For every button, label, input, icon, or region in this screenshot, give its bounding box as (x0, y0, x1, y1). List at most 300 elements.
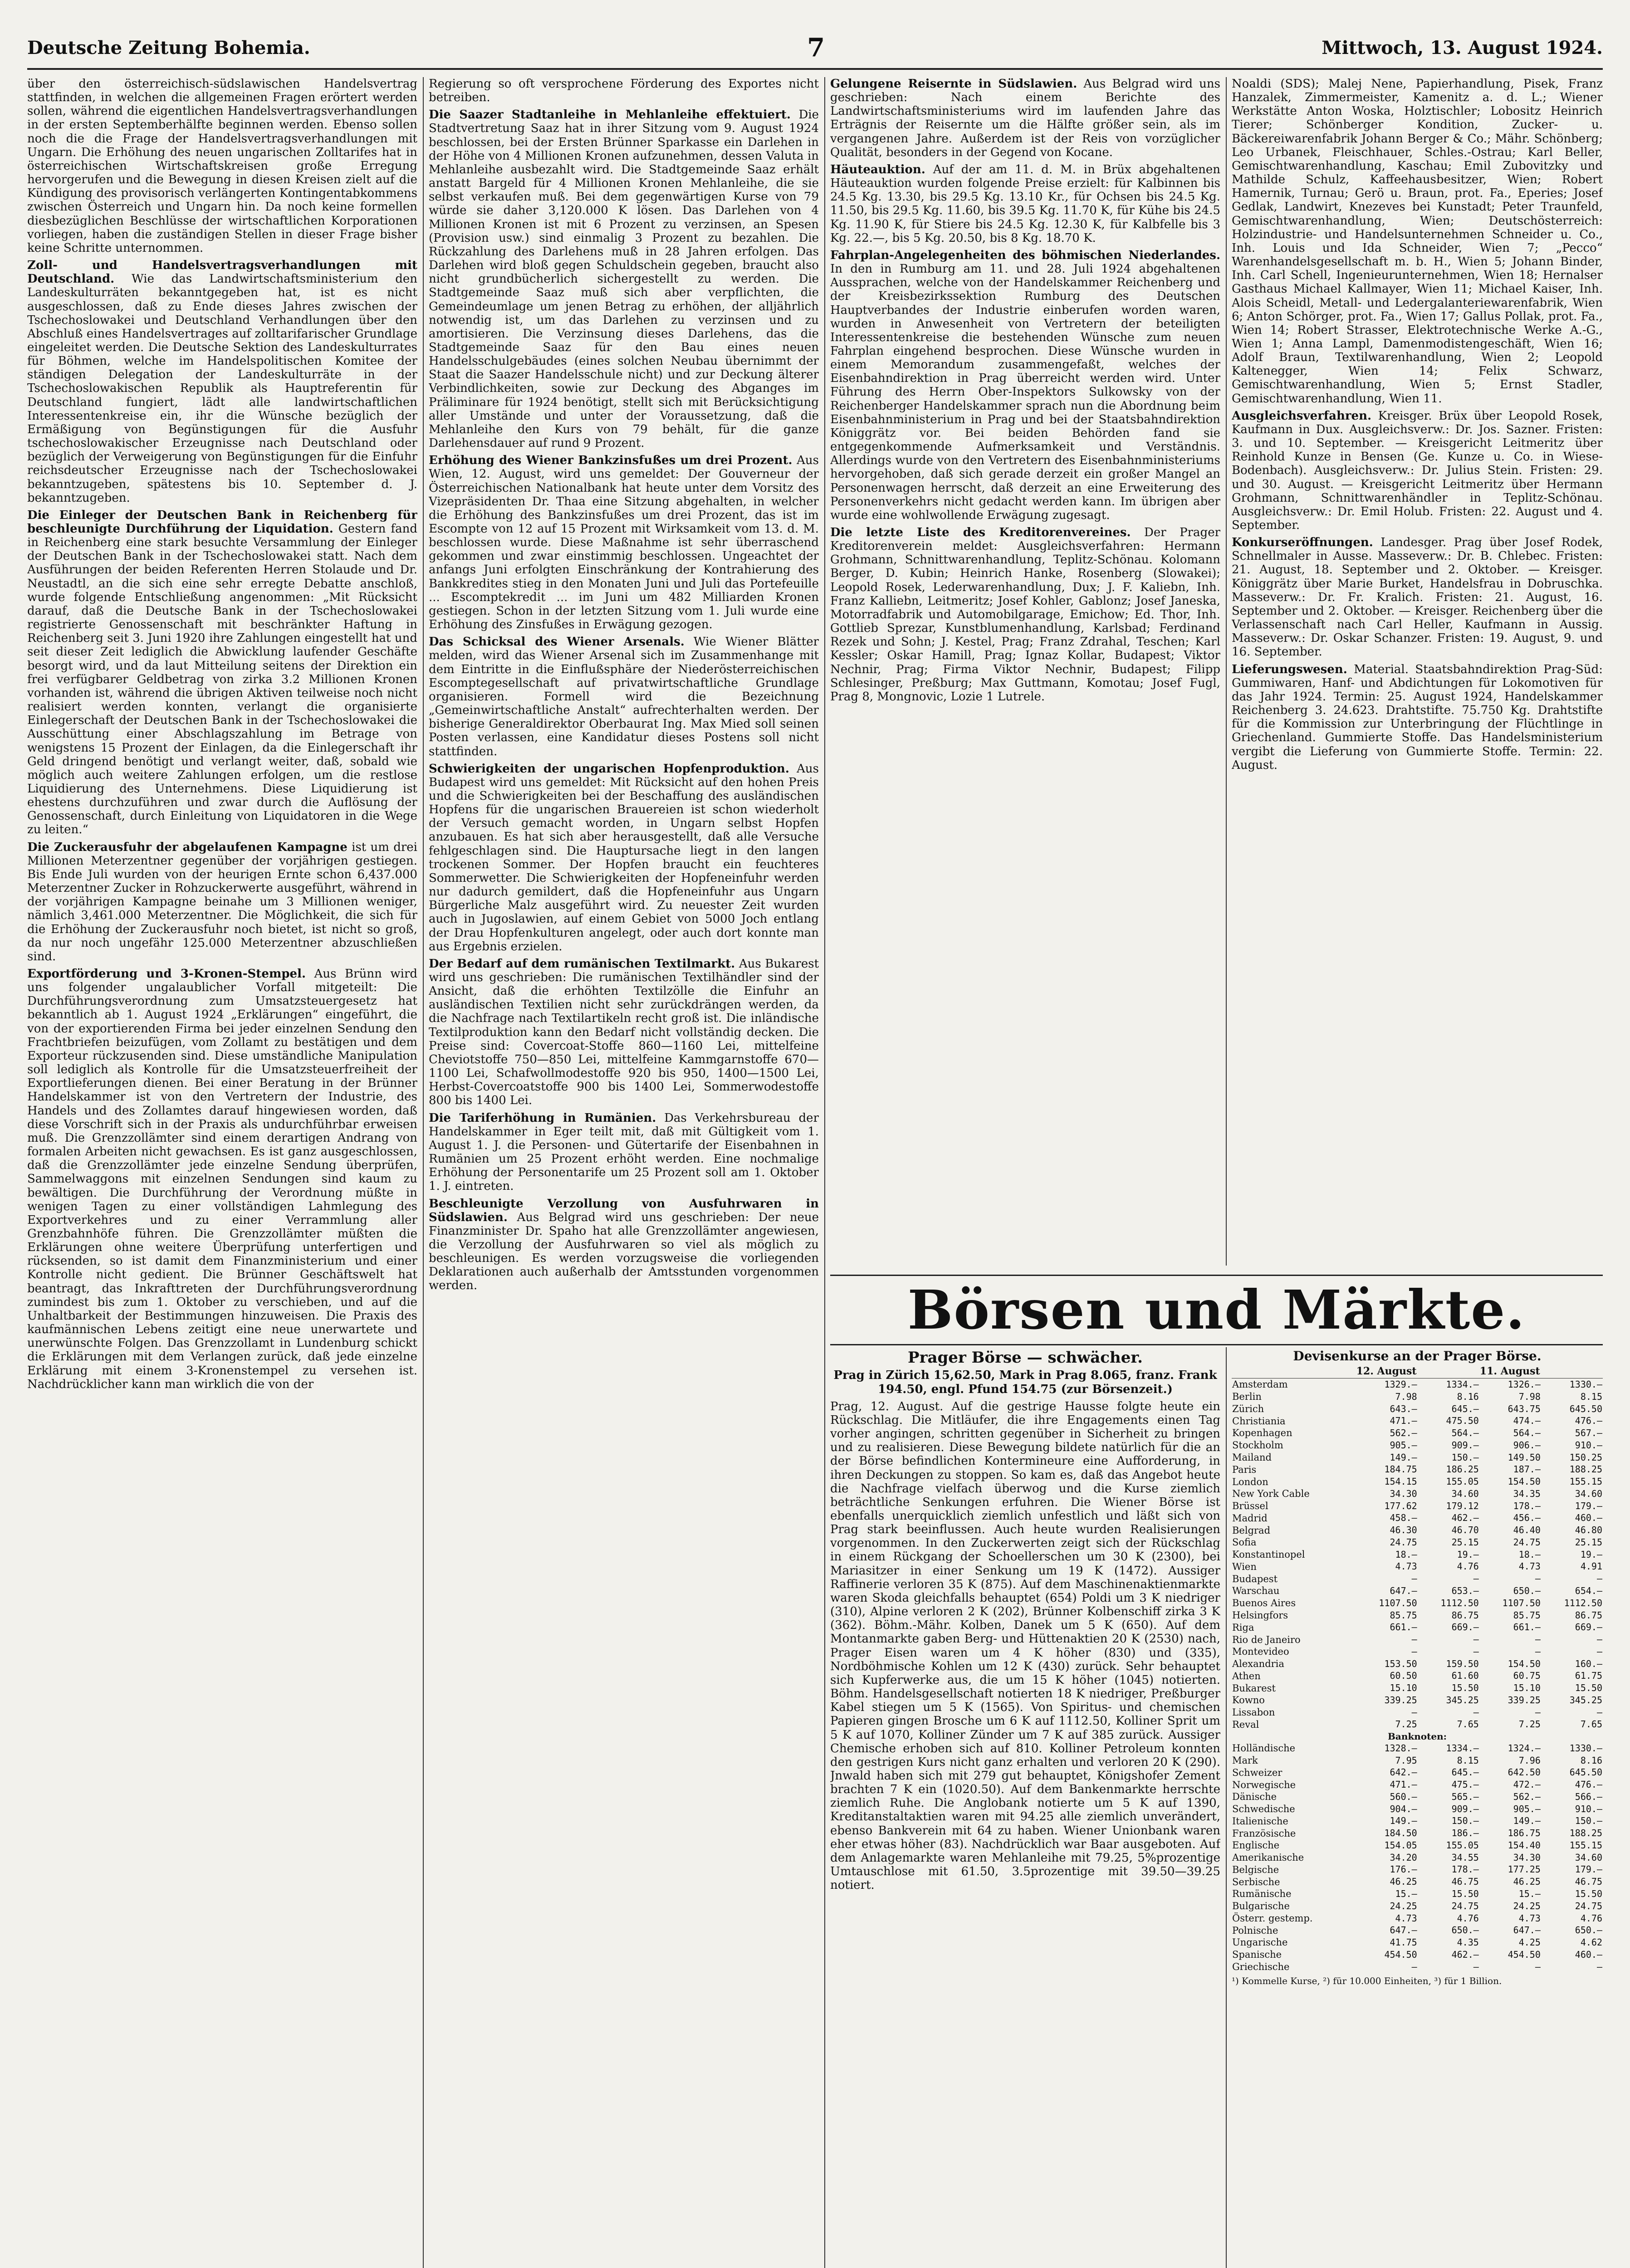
rate-value: 650.— (1513, 1585, 1541, 1597)
article (830, 249, 1220, 522)
rate-row (1232, 1815, 1603, 1828)
rate-value: 46.30 (1390, 1525, 1417, 1536)
article-headline: Zoll- und Handelsvertragsverhandlungen mit Deutschland. (27, 259, 417, 286)
issue-date: Mittwoch, 13. August 1924. (1322, 37, 1603, 59)
rate-value: 34.30 (1513, 1852, 1541, 1863)
currency-name: Französische (1232, 1828, 1296, 1839)
rate-row (1232, 1573, 1603, 1585)
rate-value: 565.— (1451, 1791, 1479, 1802)
rate-value: 906.— (1513, 1439, 1541, 1451)
article-headline: Erhöhung des Wiener Bankzinsfußes um drei Prozent. (429, 454, 793, 468)
rate-value: 155.05 (1446, 1839, 1479, 1851)
rate-row (1232, 1500, 1603, 1512)
rate-value: 177.62 (1384, 1500, 1417, 1511)
article (429, 77, 819, 104)
rate-row (1232, 1634, 1603, 1646)
rate-value: 7.25 (1518, 1719, 1541, 1730)
rate-value: 34.60 (1575, 1488, 1602, 1499)
currency-name: Italienische (1232, 1815, 1288, 1827)
column-3 (830, 77, 1220, 1266)
currency-name: Helsingfors (1232, 1609, 1288, 1621)
article (429, 635, 819, 758)
article (429, 454, 819, 631)
rate-row (1232, 1839, 1603, 1852)
rate-row (1232, 1682, 1603, 1695)
rate-value: 345.25 (1569, 1694, 1602, 1706)
rate-value: 560.— (1390, 1791, 1417, 1802)
rate-value: — (1473, 1573, 1479, 1584)
currency-name: Wien (1232, 1561, 1257, 1572)
rate-value: 46.75 (1451, 1876, 1479, 1887)
currency-name: Griechische (1232, 1961, 1290, 1972)
article-body: Regierung so oft versprochene Förderung des Exportes nicht betreiben. (429, 77, 819, 105)
fx-header (1232, 1365, 1356, 1378)
prague-exchange-title: Prager Börse — schwächer. (908, 1349, 1143, 1367)
rate-row (1232, 1391, 1603, 1403)
currency-name: Amsterdam (1232, 1379, 1288, 1390)
article (1232, 409, 1603, 532)
rate-value: 650.— (1451, 1925, 1479, 1936)
rate-row (1232, 1525, 1603, 1537)
article-body: Kreisger. Brüx über Leopold Rosek, Kaufmann in Dux. Ausgleichsverw.: Dr. Jos. Sazner. Fristen: 3. und 10. September. — Kreisgericht Leitmeritz über Reinhold Kunze in Bensen (Ge. Kunze u. Co. in Wiese-Bodenbach). Ausgleichsverw.: Dr. Julius Stein. Fristen: 29. und 30. August. — Kreisgericht Leitmeritz über Hermann Grohmann, Schnittwarenhändler in Teplitz-Schönau. Ausgleichsverw.: Dr. Emil Holub. Fristen: 22. August und 4. September. (1232, 409, 1603, 532)
rate-value: 19.— (1457, 1549, 1479, 1560)
column-rule (1226, 1347, 1227, 2268)
rate-value: 188.25 (1569, 1464, 1602, 1475)
rate-value: 4.73 (1518, 1912, 1541, 1924)
rate-value: 86.75 (1451, 1609, 1479, 1621)
rate-value: 909.— (1451, 1803, 1479, 1814)
currency-name: Belgrad (1232, 1525, 1271, 1536)
rate-value: 24.75 (1451, 1900, 1479, 1911)
currency-name: Polnische (1232, 1925, 1278, 1936)
rate-value: 154.50 (1508, 1476, 1541, 1487)
rate-row (1232, 1791, 1603, 1803)
rate-value: 462.— (1451, 1512, 1479, 1524)
currency-name: Rumänische (1232, 1888, 1292, 1900)
article-headline: Der Bedarf auf dem rumänischen Textilmarkt. (429, 957, 735, 971)
rate-value: 186.25 (1446, 1464, 1479, 1475)
rate-value: 653.— (1451, 1585, 1479, 1597)
rate-row (1232, 1439, 1603, 1452)
rate-value: 179.— (1575, 1500, 1602, 1511)
rate-row (1232, 1403, 1603, 1415)
rate-value: 150.— (1575, 1815, 1602, 1827)
rate-row (1232, 1936, 1603, 1949)
newspaper-page (27, 27, 1603, 2268)
article-body: Die Stadtvertretung Saaz hat in ihrer Sitzung vom 9. August 1924 beschlossen, bei der Ersten Brünner Sparkasse ein Darlehen in der Höhe von 4 Millionen Kronen aufzunehmen, dessen Valuta in Mehlanleihe ausbezahlt wird. Die Stadtgemeinde Saaz erhält anstatt Bargeld für 4 Millionen Kronen Mehlanleihe, die sie selbst verkaufen muß. Bei dem gegenwärtigen Kurse von 79 würde sie daher 3,120.000 K lösen. Das Darlehen von 4 Millionen Kronen ist mit 6 Prozent zu verzinsen, an Spesen (Provision usw.) sind einmalig 3 Prozent zu bezahlen. Die Rückzahlung des Darlehens muß in 28 Jahren erfolgen. Das Darlehen wird bloß gegen Schuldschein gegeben, braucht also nicht grundbücherlich sichergestellt zu werden. Die Stadtgemeinde Saaz muß sich aber verpflichten, die Gemeindeumlage um jenen Betrag zu erhöhen, der alljährlich notwendig ist, um das Darlehen zu verzinsen und zu amortisieren. Die Verzinsung dieses Darlehens, das die Stadtgemeinde Saaz für den Bau eines neuen Handelsschulgebäudes (eines solchen Neubau übernimmt der Staat die Saazer Handelsschule nicht) und zur Deckung älterer Verbindlichkeiten, sowie zur Deckung des Abganges im Präliminare für 1924 benötigt, stellt sich mit Berücksichtigung aller Umstände und unter der Voraussetzung, daß die Mehlanleihe den Kurs von 79 behält, für die ganze Darlehensdauer auf rund 9 Prozent. (429, 108, 819, 450)
rate-value: — (1596, 1706, 1602, 1718)
currency-name: Bulgarische (1232, 1901, 1290, 1912)
rate-value: 150.25 (1569, 1452, 1602, 1463)
rate-value: 34.60 (1575, 1852, 1602, 1863)
currency-name: Paris (1232, 1464, 1257, 1475)
rate-value: 909.— (1451, 1439, 1479, 1451)
rate-value: 154.50 (1508, 1658, 1541, 1669)
rate-value: 7.65 (1457, 1719, 1479, 1730)
rate-row (1232, 1561, 1603, 1573)
rate-value: 186.75 (1508, 1828, 1541, 1839)
rate-row (1232, 1427, 1603, 1439)
rate-value: 18.— (1518, 1549, 1541, 1560)
rate-value: 34.60 (1451, 1488, 1479, 1499)
currency-name: Dänische (1232, 1791, 1277, 1803)
rate-value: 562.— (1513, 1791, 1541, 1802)
fx-table (1232, 1365, 1603, 1973)
rate-value: 184.50 (1384, 1828, 1417, 1839)
rate-row (1232, 1585, 1603, 1597)
rate-value: 472.— (1513, 1779, 1541, 1790)
currency-name: Englische (1232, 1840, 1280, 1851)
article-headline: Häuteauktion. (830, 162, 925, 176)
rate-value: 19.— (1580, 1549, 1602, 1560)
article-body: Landesger. Prag über Josef Rodek, Schnellmaler in Ausse. Masseverw.: Dr. B. Chlebec. Fristen: 21. August, 18. September und 2. Oktober. — Kreisger. Königgrätz über Marie Burket, Handelsfrau in Dobruschka. Masseverw.: Dr. Fr. Kralich. Fristen: 21. August, 16. September und 2. Oktober. — Kreisger. Reichenberg über die Verlassenschaft nach Carl Heller, Kaufmann in Aussig. Masseverw.: Dr. Oskar Schanzer. Fristen: 19. August, 9. und 16. September. (1232, 536, 1603, 659)
article (1232, 663, 1603, 772)
article-headline: Das Schicksal des Wiener Arsenals. (429, 635, 685, 649)
page-number: 7 (807, 33, 825, 63)
rate-value: 154.15 (1384, 1476, 1417, 1487)
rate-value: 15.— (1395, 1888, 1417, 1899)
rate-value: 567.— (1575, 1427, 1602, 1439)
rate-value: 178.— (1451, 1864, 1479, 1875)
currency-name: Konstantinopel (1232, 1549, 1305, 1560)
rate-value: 647.— (1390, 1925, 1417, 1936)
article (429, 957, 819, 1108)
currency-name: Athen (1232, 1670, 1261, 1681)
article-headline: Fahrplan-Angelegenheiten des böhmischen Niederlandes. (830, 248, 1220, 262)
fx-rates-column (1232, 1347, 1603, 2268)
rate-value: 339.25 (1508, 1694, 1541, 1706)
rate-value: — (1596, 1961, 1602, 1972)
article-body: über den österreichisch-südslawischen Handelsvertrag stattfinden, in welchen die allgemeinen Fragen erörtert werden sollen, während die eigentlichen Handelsvertragsverhandlungen in der ersten Septemberhälfte beginnen werden. Ebenso sollen noch die die Frage der Handelsvertragsverhandlungen mit Ungarn. Die Erhöhung des neuen ungarischen Zolltarifes hat in österreichischen Wirtschaftskreisen große Erregung hervorgerufen und die Bewegung in diesen Kreisen zielt auf die Kündigung des provisorisch verlängerten Kontingentabkommens zwischen Österreich und Ungarn hin. Da noch keine formellen diesbezüglichen Beschlüsse der wirtschaftlichen Korporationen vorliegen, haben die zuständigen Stellen in dieser Frage bisher keine Schritte unternommen. (27, 77, 417, 255)
rate-value: 1330.— (1569, 1742, 1602, 1754)
column-rule (423, 77, 424, 2268)
currency-name: Österr. gestemp. (1232, 1912, 1313, 1924)
currency-name: Sofia (1232, 1537, 1257, 1548)
rate-row (1232, 1803, 1603, 1815)
currency-name: Kopenhagen (1232, 1427, 1292, 1439)
notes-title: Banknoten: (1387, 1730, 1447, 1742)
rate-value: 160.— (1575, 1658, 1602, 1669)
currency-name: Madrid (1232, 1512, 1268, 1524)
article (27, 841, 417, 963)
rate-value: 456.— (1513, 1512, 1541, 1524)
rate-value: 905.— (1513, 1803, 1541, 1814)
article-body: ist um drei Millionen Meterzentner gegenüber der vorjährigen gestiegen. Bis Ende Juli wurden von der heurigen Ernte schon 6,437.000 Meterzentner Zucker in Rohzuckerwerte ausgeführt, während in der vorjährigen Kampagne beinahe um 3 Millionen weniger, nämlich 3,461.000 Meterzentner. Die Möglichkeit, die sich für die Erhöhung der Zuckerausfuhr noch bietet, ist nicht so groß, da nur noch ungefähr 125.000 Meterzentner abzuschließen sind. (27, 840, 417, 963)
rate-value: — (1535, 1706, 1541, 1718)
rate-row (1232, 1912, 1603, 1925)
column-2 (429, 77, 819, 2268)
article-headline: Schwierigkeiten der ungarischen Hopfenproduktion. (429, 762, 789, 776)
article-body: In den in Rumburg am 11. und 28. Juli 1924 abgehaltenen Aussprachen, welche von der Handelskammer Reichenberg und der Kreisbezirkssektion Rumburg des Deutschen Hauptverbandes der Industrie einberufen worden waren, wurden in Anwesenheit von Vertretern der beteiligten Interessentenkreise die bestehenden Wünsche zum neuen Fahrplan eingehend besprochen. Diese Wünsche wurden in einem Memorandum zusammengefaßt, welches der Eisenbahndirektion in Prag überreicht werden wird. Unter Führung des Herrn Ober-Inspektors Sulkowsky von der Reichenberger Handelskammer sprach nun die Abordnung beim Eisenbahnministerium in Prag und bei der Staatsbahndirektion Königgrätz vor. Bei beiden Behörden fand sie entgegenkommende Aufmerksamkeit und Verständnis. Allerdings wurde von den Vertretern des Eisenbahnministeriums hervorgehoben, daß sich gerade derzeit ein großer Mangel an Personenwagen herrscht, daß derzeit an eine Erweiterung des Personenverkehrs nicht gedacht werden kann. Im übrigen aber wurde eine wohlwollende Erwägung zugesagt. (830, 262, 1220, 522)
rate-value: 562.— (1390, 1427, 1417, 1439)
rate-row (1232, 1900, 1603, 1912)
rate-value: 176.— (1390, 1864, 1417, 1875)
rate-row (1232, 1452, 1603, 1464)
article-headline: Die Saazer Stadtanleihe in Mehlanleihe effektuiert. (429, 108, 791, 122)
rate-row (1232, 1536, 1603, 1549)
rate-value: — (1535, 1634, 1541, 1645)
rate-value: — (1473, 1961, 1479, 1972)
rate-value: 25.15 (1575, 1536, 1602, 1548)
article (27, 508, 417, 837)
rate-row (1232, 1476, 1603, 1488)
rate-value: 61.60 (1451, 1670, 1479, 1681)
article (27, 77, 417, 255)
rate-value: — (1596, 1573, 1602, 1584)
rate-value: — (1535, 1961, 1541, 1972)
rate-value: 15.50 (1575, 1888, 1602, 1899)
rate-value: — (1411, 1706, 1417, 1718)
rate-value: 642.50 (1508, 1767, 1541, 1778)
currency-name: Brüssel (1232, 1501, 1268, 1512)
rate-value: 1329.— (1384, 1379, 1417, 1390)
rate-value: 187.— (1513, 1464, 1541, 1475)
article-body: Aus Belgrad wird uns geschrieben: Nach einem Berichte des Landwirtschaftsministeriums wird im laufenden Jahre das Erträgnis der Reisernte um die Hälfte größer sein, als im vergangenen Jahre. Außerdem ist der Reis von vorzüglicher Qualität, besonders in der Gegend von Kocane. (830, 77, 1220, 159)
rate-value: 85.75 (1513, 1609, 1541, 1621)
rate-value: 4.35 (1457, 1937, 1479, 1948)
rate-value: 458.— (1390, 1512, 1417, 1524)
rate-value: 46.75 (1575, 1876, 1602, 1887)
rate-value: 4.76 (1457, 1561, 1479, 1572)
rate-value: 149.— (1513, 1815, 1541, 1827)
rate-row (1232, 1378, 1603, 1391)
rate-value: 149.50 (1508, 1452, 1541, 1463)
rate-value: — (1473, 1646, 1479, 1657)
rate-value: 460.— (1575, 1949, 1602, 1960)
rate-value: 650.— (1575, 1925, 1602, 1936)
rate-value: 645.— (1451, 1403, 1479, 1414)
article (429, 108, 819, 450)
rate-value: 24.25 (1513, 1900, 1541, 1911)
rate-value: 85.75 (1390, 1609, 1417, 1621)
article-body: Aus Brünn wird uns folgender ungalaublicher Vorfall mitgeteilt: Die Durchführungsverordnung zum Umsatzsteuergesetz hat bekanntlich ab 1. August 1924 „Erklärungen“ eingeführt, die von der exportierenden Firma bei jeder einzelnen Sendung den Frachtbriefen beizufügen, vom Zollamt zu bestätigen und dem Exporteur rückzusenden sind. Diese umständliche Manipulation soll lediglich als Kontrolle für die Umsatzsteuerfreiheit der Exportlieferungen dienen. Bei einer Beratung in der Brünner Handelskammer ist von den Vertretern der Industrie, des Handels und des Zollamtes darauf hingewiesen worden, daß diese Vorschrift sich in der Praxis als undurchführbar erweisen muß. Die Grenzzollämter sind einem derartigen Andrang von formalen Arbeiten nicht gewachsen. Es ist ganz ausgeschlossen, daß die Grenzzollämter jede einzelne Sendung überprüfen, Sammelwaggons mit einzelnen Sendungen sind kaum zu bewältigen. Die Durchführung der Verordnung müßte in wenigen Tagen zu einer vollständigen Lahmlegung des Exportverkehres und zu einer Verrammlung aller Grenzbahnhöfe führen. Die Grenzzollämter müßten die Erklärungen ohne weitere Überprüfung unterfertigen und rücksenden, so ist damit dem Finanzministerium und einer Kontrolle nicht gedient. Die Brünner Geschäftswelt hat beantragt, das Inkrafttreten der Durchführungsverordnung zumindest bis zum 1. Oktober zu verschieben, und auf die Unhaltbarkeit der Bestimmungen hinzuweisen. Die Praxis des kaufmännischen Lebens zeitigt eine neue unerwartete und unerwünschte Folgen. Das Grenzzollamt in Lundenburg schickt die Erklärungen mit dem Verlangen zurück, daß jede einzelne Erklärung mit einem 3-Kronenstempel zu versehen ist. Nachdrücklicher kann man wirklich die von der (27, 967, 417, 1391)
rate-row (1232, 1852, 1603, 1864)
article-body: Das Verkehrsbureau der Handelskammer in Eger teilt mit, daß mit Gültigkeit vom 1. August 1. J. die Personen- und Gütertarife der Eisenbahnen in Rumänien um 25 Prozent erhöht werden. Eine nochmalige Erhöhung der Personentarife um 25 Prozent soll am 1. Oktober 1. J. eintreten. (429, 1111, 819, 1193)
rate-row (1232, 1742, 1603, 1755)
rate-value: 60.50 (1390, 1670, 1417, 1681)
currency-name: Stockholm (1232, 1440, 1283, 1451)
fx-title: Devisenkurse an der Prager Börse. (1293, 1349, 1542, 1364)
currency-name: Rio de Janeiro (1232, 1634, 1301, 1645)
rate-value: 647.— (1390, 1585, 1417, 1597)
rate-value: — (1473, 1706, 1479, 1718)
article-headline: Beschleunigte Verzollung von Ausfuhrwaren in Südslawien. (429, 1197, 819, 1224)
currency-name: Holländische (1232, 1743, 1296, 1754)
rate-value: 188.25 (1569, 1828, 1602, 1839)
rate-value: — (1596, 1646, 1602, 1657)
rate-value: 454.50 (1508, 1949, 1541, 1960)
article-body: Der Prager Kreditorenverein meldet: Ausgleichsverfahren: Hermann Grohmann, Schnittwarenhandlung, Teplitz-Schönau. Kolomann Berger, D. Kubin; Heinrich Hanke, Rosenberg (Slowakei); Leopold Rosek, Lederwarenhandlung, Dux; J. F. Kaliebn, Inh. Franz Kalliebn, Leitmeritz; Josef Kohler, Gablonz; Josef Janeska, Motorradfabrik und Automobilgarage, Emichow; Ed. Thor, Inh. Gottlieb Sprezar, Kunstblumenhandlung, Karlsbad; Ferdinand Rezek und Sohn; J. Kestel, Prag; Franz Zdrahal, Teschen; Karl Kessler; Oskar Hamill, Prag; Ignaz Kollar, Budapest; Viktor Nechnir, Prag; Firma Viktor Nechnir, Budapest; Filipp Schlesinger, Preßburg; Max Guttmann, Komotau; Josef Fugl, Prag 8, Mongnovic, Lozie 1 Lutrele. (830, 526, 1220, 704)
fx-header-row (1232, 1365, 1603, 1378)
article-body: Auf der am 11. d. M. in Brüx abgehaltenen Häuteauktion wurden folgende Preise erzielt: für Kalbinnen bis 24.5 Kg. 13.30, bis 29.5 Kg. 13.10 Kr., für Ochsen bis 24.5 Kg. 11.50, bis 29.5 Kg. 11.60, bis 39.5 Kg. 11.70 K, für Kühe bis 24.5 Kg. 11.90 K, für Stiere bis 24.5 Kg. 12.30 K, für Kalbfelle bis 3 Kg. 22.—, bis 5 Kg. 20.50, bis 8 Kg. 18.70 K. (830, 162, 1220, 245)
markets-section (830, 1347, 1603, 2268)
article-body: Material. Staatsbahndirektion Prag-Süd: Gummiwaren, Hanf- und Abdichtungen für Lokomotiven für das Jahr 1924. Termin: 25. August 1924, Handelskammer Reichenberg 3. 24.623. Drahtstifte. 75.750 Kg. Drahtstifte für die Kommission zur Unterbringung der Flüchtlinge in Griechenland. Gummierte Stoffe. Das Handelsministerium vergibt die Lieferung von Gummierte Stoffe. Termin: 22. August. (1232, 662, 1603, 772)
rate-value: 60.75 (1513, 1670, 1541, 1681)
rate-row (1232, 1706, 1603, 1719)
rate-row (1232, 1658, 1603, 1670)
rate-value: 7.98 (1518, 1391, 1541, 1402)
column-4 (1232, 77, 1603, 1266)
rate-value: 150.— (1451, 1452, 1479, 1463)
column-1 (27, 77, 417, 2268)
rate-value: 462.— (1451, 1949, 1479, 1960)
rate-value: 1330.— (1569, 1379, 1602, 1390)
rate-value: 474.— (1513, 1415, 1541, 1427)
rate-value: 475.50 (1446, 1415, 1479, 1427)
rate-value: 1112.50 (1564, 1597, 1602, 1608)
article-body: Aus Belgrad wird uns geschrieben: Der neue Finanzminister Dr. Spaho hat alle Grenzzollämter angewiesen, die Verzollung der Ausfuhrwaren so viel als möglich zu beschleunigen. Es werden vorzugsweise die vorliegenden Deklarationen auch außerhalb der Amtsstunden vorgenommen werden. (429, 1210, 819, 1293)
currency-name: Belgische (1232, 1864, 1279, 1875)
currency-name: Amerikanische (1232, 1852, 1304, 1863)
rate-value: 7.65 (1580, 1719, 1602, 1730)
rate-row (1232, 1694, 1603, 1706)
rate-value: 4.73 (1395, 1912, 1417, 1924)
rate-row (1232, 1961, 1603, 1973)
rate-row (1232, 1719, 1603, 1731)
rate-row (1232, 1464, 1603, 1476)
rate-value: 1326.— (1508, 1379, 1541, 1390)
rate-value: 184.75 (1384, 1464, 1417, 1475)
rate-value: — (1535, 1646, 1541, 1657)
fx-footnote: ¹) Kommelle Kurse, ²) für 10.000 Einheiten, ³) für 1 Billion. (1232, 1975, 1502, 1986)
rate-value: 8.15 (1580, 1391, 1602, 1402)
rate-value: 7.98 (1395, 1391, 1417, 1402)
rate-value: 178.— (1513, 1500, 1541, 1511)
rate-value: 150.— (1451, 1815, 1479, 1827)
markets-banner: Börsen und Märkte. (830, 1275, 1603, 1345)
rate-value: 18.— (1395, 1549, 1417, 1560)
rate-value: 345.25 (1446, 1694, 1479, 1706)
rate-value: 154.05 (1384, 1839, 1417, 1851)
article-headline: Ausgleichsverfahren. (1232, 409, 1372, 423)
rate-row (1232, 1415, 1603, 1427)
article-headline: Die Einleger der Deutschen Bank in Reichenberg für beschleunigte Durchführung der Liquidation. (27, 508, 417, 536)
rate-value: 669.— (1451, 1622, 1479, 1633)
exchange-rates-line: Prag in Zürich 15,62.50, Mark in Prag 8.065, franz. Frank 194.50, engl. Pfund 154.75 (zur Börsenzeit.) (833, 1369, 1217, 1396)
rate-value: 179.— (1575, 1864, 1602, 1875)
rate-row (1232, 1888, 1603, 1900)
rate-value: 1334.— (1446, 1742, 1479, 1754)
rate-value: 46.40 (1513, 1525, 1541, 1536)
rate-value: 669.— (1575, 1622, 1602, 1633)
article-body: Aus Budapest wird uns gemeldet: Mit Rücksicht auf den hohen Preis und die Schwierigkeiten bei der Beschaffung des ausländischen Hopfens für die ungarischen Brauereien ist schon wiederholt der Versuch gemacht worden, in Ungarn selbst Hopfen anzubauen. Es hat sich aber herausgestellt, daß alle Versuche fehlgeschlagen sind. Die Hauptursache liegt in den langen trockenen Sommer. Der Hopfen braucht ein feuchteres Sommerwetter. Die Schwierigkeiten der Hopfeneinfuhr werden nur dadurch gemildert, daß die Hopfeneinfuhr aus Ungarn Bürgerliche Malz ausgeführt wird. Zu neuester Zeit wurden auch in Jugoslawien, auf einem Gebiet von 5000 Joch entlang der Drau Hopfenkulturen angelegt, oder auch dort konnte man aus Ergebnis erzielen. (429, 762, 819, 953)
currency-name: Warschau (1232, 1585, 1280, 1597)
rate-value: 7.96 (1518, 1755, 1541, 1766)
rate-row (1232, 1597, 1603, 1609)
currency-name: Riga (1232, 1622, 1254, 1633)
currency-name: Mailand (1232, 1452, 1272, 1463)
rate-value: 15.10 (1513, 1682, 1541, 1694)
rate-value: 905.— (1390, 1439, 1417, 1451)
currency-name: Berlin (1232, 1391, 1262, 1403)
rate-value: 647.— (1513, 1925, 1541, 1936)
rate-value: 4.76 (1580, 1912, 1602, 1924)
rate-row (1232, 1622, 1603, 1634)
paper-title: Deutsche Zeitung Bohemia. (27, 37, 310, 59)
rate-value: 4.62 (1580, 1937, 1602, 1948)
article-headline: Die letzte Liste des Kreditorenvereines. (830, 526, 1131, 539)
rate-value: 564.— (1451, 1427, 1479, 1439)
currency-name: Lissabon (1232, 1707, 1275, 1718)
rate-value: 476.— (1575, 1779, 1602, 1790)
article (830, 526, 1220, 704)
article (27, 967, 417, 1391)
columns (27, 77, 1603, 2268)
rate-value: 4.73 (1518, 1561, 1541, 1572)
currency-name: Zürich (1232, 1403, 1264, 1414)
rate-value: 34.55 (1451, 1852, 1479, 1863)
rate-value: 46.25 (1390, 1876, 1417, 1887)
article (429, 1197, 819, 1293)
currency-name: Spanische (1232, 1949, 1282, 1960)
rate-value: 661.— (1390, 1622, 1417, 1633)
rate-row (1232, 1864, 1603, 1876)
rate-value: 339.25 (1384, 1694, 1417, 1706)
article (1232, 536, 1603, 659)
rate-value: 645.50 (1569, 1767, 1602, 1778)
rate-row (1232, 1925, 1603, 1937)
article-headline: Konkurseröffnungen. (1232, 536, 1373, 550)
rate-value: 34.30 (1390, 1488, 1417, 1499)
rate-row (1232, 1828, 1603, 1840)
fx-header: 12. August (1356, 1365, 1479, 1378)
rate-value: 1107.50 (1502, 1597, 1541, 1608)
rate-value: 4.76 (1457, 1912, 1479, 1924)
currency-name: Schweizer (1232, 1767, 1282, 1778)
rate-value: 1112.50 (1440, 1597, 1479, 1608)
article-body: Noaldi (SDS); Malej Nene, Papierhandlung, Pisek, Franz Hanzalek, Zimmermeister, Kamenitz a. d. L.; Wiener Werkstätte Anton Woska, Holztischler; Lobositz Heinrich Tierer; Schönberger Kondition, Zucker- u. Bäckereiwarenfabrik Johann Berger & Co.; Mähr. Schönberg; Leo Urbanek, Fleischhauer, Schles.-Ostrau; Karl Beller, Gemischtwarenhandlung, Kaschau; Emil Zubovitzky und Mathilde Schulz, Kaffeehausbesitzer, Wien; Robert Hamernik, Turnau; Gerö u. Braun, prot. Fa., Eperies; Josef Gedlak, Landwirt, Knezeves bei Kunstadt; Peter Traunfeld, Gemischtwarenhandlung, Wien; Deutschösterreich: Holzindustrie- und Handelsunternehmen Schneider u. Co., Inh. Louis und Ida Schneider, Wien 7; „Pecco“ Warenhandelsgesellschaft m. b. H., Wien 5; Johann Binder, Inh. Carl Schell, Ingenieurunternehmen, Wien 18; Hernalser Gasthaus Michael Kallmayer, Wien 11; Michael Kaiser, Inh. Alois Scheidl, Metall- und Ledergalanteriewarenfabrik, Wien 6; Anton Schörger, prot. Fa., Wien 17; Gallus Pollak, prot. Fa., Wien 14; Robert Strasser, Elektrotechnische Werke A.-G., Wien 1; Anna Lampl, Damenmodistengeschäft, Wien 16; Adolf Braun, Textilwarenhandlung, Wien 2; Leopold Kaltenegger, Wien 14; Felix Schwarz, Gemischtwarenhandlung, Wien 5; Ernst Stadler, Gemischtwarenhandlung, Wien 11. (1232, 77, 1603, 406)
article-headline: Exportförderung und 3-Kronen-Stempel. (27, 967, 306, 981)
currency-name: Norwegische (1232, 1779, 1296, 1790)
rate-value: 1107.50 (1379, 1597, 1417, 1608)
rate-row (1232, 1755, 1603, 1767)
rate-value: 24.75 (1513, 1536, 1541, 1548)
article-headline: Die Zuckerausfuhr der abgelaufenen Kampagne (27, 840, 348, 854)
rate-value: 46.25 (1513, 1876, 1541, 1887)
rate-value: 460.— (1575, 1512, 1602, 1524)
article (830, 163, 1220, 245)
rate-value: 41.75 (1390, 1937, 1417, 1948)
currency-name: Ungarische (1232, 1937, 1288, 1948)
markets-report-column (830, 1347, 1220, 2268)
rate-value: 15.50 (1451, 1888, 1479, 1899)
rate-value: — (1535, 1573, 1541, 1584)
currency-name: Montevideo (1232, 1646, 1289, 1657)
fx-header: 11. August (1479, 1365, 1603, 1378)
rate-row (1232, 1767, 1603, 1779)
rate-value: 34.20 (1390, 1852, 1417, 1863)
currency-name: Christiania (1232, 1415, 1286, 1427)
rate-value: 46.70 (1451, 1525, 1479, 1536)
rate-value: 7.95 (1395, 1755, 1417, 1766)
rate-value: 454.50 (1384, 1949, 1417, 1960)
article-body: Wie das Landwirtschaftsministerium den Landeskulturräten bekanntgegeben hat, ist es nicht ausgeschlossen, daß zu Ende dieses Jahres zwischen der Tschechoslowakei und Deutschland Verhandlungen über den Abschluß eines Handelsvertrages auf zolltarifarischer Grundlage eingeleitet werden. Die Deutsche Sektion des Landeskulturrates für Böhmen, welche im Handelspolitischen Komitee der ständigen Delegation der Landeskulturräte in der Tschechoslowakischen Republik als Hauptreferentin für Deutschland fungiert, lädt alle landwirtschaftlichen Interessentenkreise ein, ihr die Wünsche bezüglich der Ermäßigung von Begünstigungen für die Ausfuhr tschechoslowakischer Erzeugnisse nach Deutschland oder bezüglich der Verweigerung von Begünstigungen für die Einfuhr reichsdeutscher Erzeugnisse nach der Tschechoslowakei bekanntzugeben, spätestens bis 10. September d. J. bekanntzugeben. (27, 272, 417, 505)
article-body: Aus Wien, 12. August, wird uns gemeldet: Der Gouverneur der Österreichischen Nationalbank hat heute unter dem Vorsitz des Vizepräsidenten Dr. Thaa eine Sitzung abgehalten, in welcher die Erhöhung des Bankzinsfußes um drei Prozent, das ist im Escompte von 12 auf 15 Prozent mit Wirksamkeit vom 13. d. M. beschlossen wurde. Diese Maßnahme ist sehr überraschend gekommen und zwar einstimmig beschlossen. Ungeachtet der anfangs Juni erfolgten Einschränkung der Kontrahierung des Bankkredites stieg in den Monaten Juni und Juli das Portefeuille ... Escomptekredit ... im Juni um 482 Milliarden Kronen gestiegen. Schon in der letzten Sitzung vom 1. Juli wurde eine Erhöhung des Zinsfußes in Erwägung gezogen. (429, 454, 819, 632)
rate-value: 643.— (1390, 1403, 1417, 1414)
rate-value: 564.— (1513, 1427, 1541, 1439)
rate-value: 471.— (1390, 1415, 1417, 1427)
market-report-text: Prag, 12. August. Auf die gestrige Hausse folgte heute ein Rückschlag. Die Mitläufer, die ihre Engagements einen Tag vorher angingen, schritten gegenüber in Sicherheit zu bringen und zu realisieren. Diese Bewegung bildete natürlich für die an der Börse befindlichen Kontermineure eine Aufforderung, in ihren Deckungen zu stoppen. So kam es, daß das Angebot heute die Nachfrage vielfach überwog und die Kurse ziemlich beträchtliche Senkungen erfuhren. Die Wiener Börse ist ebenfalls unerquicklich ziemlich unfestlich und läßt sich von Prag stark beeinflussen. Auch heute wurden Realisierungen vorgenommen. In den Zuckerwerten zeigt sich der Rückschlag in einem Rückgang der Schoellerschen um 30 K (2300), bei Mariasitzer in einer Senkung um 19 K (1472). Aussiger Raffinerie verloren 35 K (875). Auf dem Maschinenaktienmarkte waren Skoda gleichfalls behauptet (654) Poldi um 3 K niedriger (310), Alpine verloren 2 K (202), Brünner Kolbenschiff zirka 3 K (362). Böhm.-Mähr. Kolben, Danek um 5 K (650). Auf dem Montanmarkte gaben Berg- und Hüttenaktien 20 K (2530) nach, Prager Eisen waren um 4 K höher (830) und (335), Nordböhmische Kohlen um 12 K (430) zurück. Sehr behauptet sich Kupferwerke aus, die um 15 K höher (1045) notierten. Böhm. Handelsgesellschaft notierten 18 K niedriger, Preßburger Kabel stiegen um 5 K (1565). Von Spiritus- und chemischen Papieren gingen Brosche um 6 K auf 1112.50, Kolliner Sprit um 5 K auf 1070, Kolliner Zünder um 7 K auf 385 zurück. Aussiger Chemische erhoben sich auf 810. Kolliner Petroleum konnten den gestrigen Kurs nicht ganz erhalten und verloren 20 K (290). Jnwald haben sich mit 279 gut behauptet, Königshofer Zement brachten 7 K ein (1020.50). Auf dem Bankenmarkte herrschte ziemlich Ruhe. Die Anglobank notierte um 5 K auf 1390, Kreditanstaltaktien waren mit 94.25 alle ziemlich unverändert, ebenso Bankverein mit 64 zu haben. Wiener Unionbank waren eher etwas höher (83). Nachdrücklich war Baar ausgeboten. Auf dem Anlagemarkte waren Mehlanleihe mit 79.25, 5%prozentige Umtauschlose mit 61.50, 3.5prozentige mit 39.50—39.25 notiert. (830, 1399, 1220, 1892)
rate-row (1232, 1876, 1603, 1888)
rate-value: 61.75 (1575, 1670, 1602, 1681)
rate-value: 661.— (1513, 1622, 1541, 1633)
rate-value: 4.91 (1580, 1561, 1602, 1572)
rate-value: 4.73 (1395, 1561, 1417, 1572)
rate-value: 1328.— (1384, 1742, 1417, 1754)
rate-value: 654.— (1575, 1585, 1602, 1597)
rate-value: 154.40 (1508, 1839, 1541, 1851)
article (1232, 77, 1603, 406)
